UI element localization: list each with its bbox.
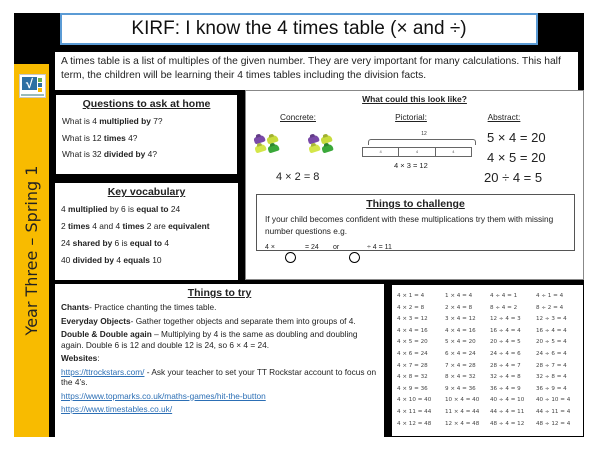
times-table-fact: 24 ÷ 4 = 6 — [490, 350, 521, 357]
abstract-label: Abstract: — [487, 112, 521, 122]
times-table-fact: 4 ÷ 4 = 1 — [490, 293, 518, 299]
challenge-panel — [256, 194, 575, 251]
abstract-equation: 4 × 5 = 20 — [487, 150, 546, 165]
times-table-fact: 4 × 2 = 8 — [397, 304, 425, 311]
try-chants: Chants- Practice chanting the times table. — [61, 302, 217, 312]
example-b: ÷ 4 = 11 — [367, 244, 392, 251]
times-table-fact: 16 ÷ 4 = 4 — [536, 327, 567, 334]
things-to-try-panel — [55, 284, 384, 437]
times-table-fact: 4 × 1 = 4 — [397, 293, 425, 299]
times-table-panel — [391, 284, 584, 437]
car-icon — [321, 143, 334, 153]
blank-circle-icon — [349, 252, 360, 263]
bar-model-total: 12 — [421, 131, 427, 137]
times-table-fact: 32 ÷ 8 = 4 — [536, 374, 567, 381]
try-double: Double & Double again – Multiplying by 4 is the same as doubling and doubling again. Double 6 is 12 and double 12 is 24, so 6 × 4 = 24. — [61, 329, 358, 350]
representations-panel — [245, 90, 584, 280]
example-a-end: = 24 — [305, 244, 319, 251]
bar-part: 4 — [399, 148, 435, 156]
timestables-link[interactable]: https://www.timestables.co.uk/ — [61, 404, 173, 414]
times-table-fact: 11 × 4 = 44 — [445, 408, 480, 415]
times-table-fact: 20 ÷ 5 = 4 — [536, 339, 567, 346]
challenge-text: If your child becomes confident with these multiplications try them with missing number questions e.g. — [265, 214, 554, 236]
topmarks-link[interactable]: https://www.topmarks.co.uk/maths-games/hit-the-button — [61, 390, 266, 401]
vocabulary-panel — [55, 183, 238, 280]
challenge-heading: Things to challenge — [366, 198, 465, 210]
times-table-grid — [397, 291, 580, 430]
car-icon — [254, 143, 267, 153]
try-heading: Things to try — [187, 287, 252, 299]
website-item — [61, 391, 378, 402]
vocab-item: 40 divided by 4 equals 10 — [61, 255, 162, 265]
page-title: KIRF: I know the 4 times table (× and ÷) — [60, 13, 538, 45]
times-table-fact: 4 × 5 = 20 — [397, 339, 428, 346]
times-table-fact: 40 ÷ 10 = 4 — [536, 397, 571, 404]
times-table-fact: 20 ÷ 4 = 5 — [490, 339, 521, 346]
times-table-fact: 4 × 6 = 24 — [397, 350, 428, 357]
times-table-fact: 4 × 8 = 32 — [397, 374, 428, 381]
times-table-fact: 1 × 4 = 4 — [445, 293, 473, 299]
representations-heading: What could this look like? — [362, 94, 467, 104]
times-table-fact: 24 ÷ 6 = 4 — [536, 350, 567, 357]
times-table-fact: 40 ÷ 4 = 10 — [490, 397, 525, 404]
bar-part: 4 — [363, 148, 399, 156]
times-table-fact: 36 ÷ 4 = 9 — [490, 385, 521, 392]
times-table-fact: 8 ÷ 2 = 4 — [536, 304, 564, 311]
times-table-fact: 6 × 4 = 24 — [445, 350, 476, 357]
times-table-fact: 3 × 4 = 12 — [445, 316, 476, 323]
times-table-fact: 8 ÷ 4 = 2 — [490, 304, 518, 311]
times-table-fact: 4 ÷ 1 = 4 — [536, 293, 564, 299]
times-table-fact: 2 × 4 = 8 — [445, 304, 473, 311]
times-table-fact: 7 × 4 = 28 — [445, 362, 476, 369]
times-table-fact: 4 × 3 = 12 — [397, 316, 428, 323]
times-table-fact: 4 × 9 = 36 — [397, 385, 428, 392]
intro-text: A times table is a list of multiples of the given number. They are very important for many calculations. This half term, the children will be learning their 4 times tables including the division facts. — [55, 52, 578, 90]
question-item: What is 12 times 4? — [62, 132, 138, 143]
pictorial-label: Pictorial: — [395, 112, 427, 122]
times-table-fact: 16 ÷ 4 = 4 — [490, 327, 521, 334]
times-table-fact: 28 ÷ 4 = 7 — [490, 362, 521, 369]
or-label: or — [333, 244, 340, 251]
website-item — [61, 404, 378, 415]
times-table-fact: 32 ÷ 4 = 8 — [490, 374, 521, 381]
vocabulary-heading: Key vocabulary — [107, 186, 186, 198]
questions-heading: Questions to ask at home — [82, 98, 211, 110]
times-table-fact: 5 × 4 = 20 — [445, 339, 476, 346]
times-table-fact: 4 × 12 = 48 — [397, 420, 432, 427]
times-table-fact: 4 × 10 = 40 — [397, 397, 432, 404]
times-table-fact: 4 × 7 = 28 — [397, 362, 428, 369]
questions-panel — [55, 94, 238, 175]
concrete-label: Concrete: — [280, 112, 316, 122]
times-table-fact: 48 ÷ 12 = 4 — [536, 420, 571, 427]
times-table-fact: 12 × 4 = 48 — [445, 420, 480, 427]
term-label: Year Three – Spring 1 — [22, 165, 41, 336]
car-icon — [267, 143, 280, 153]
abstract-equation: 20 ÷ 4 = 5 — [484, 170, 543, 185]
bar-part: 4 — [452, 149, 455, 154]
vocab-item: 2 times 4 and 4 times 2 are equivalent — [61, 221, 210, 231]
times-table-fact: 4 × 4 = 16 — [397, 327, 428, 334]
websites-label: Websites: — [61, 353, 100, 363]
question-item: What is 4 multiplied by 7? — [62, 116, 163, 126]
times-table-fact: 12 ÷ 3 = 4 — [536, 316, 567, 323]
concrete-equation: 4 × 2 = 8 — [276, 171, 320, 183]
times-table-fact: 48 ÷ 4 = 12 — [490, 420, 525, 427]
pictorial-equation: 4 × 3 = 12 — [394, 161, 428, 170]
bar-model — [362, 147, 472, 157]
abstract-equation: 5 × 4 = 20 — [487, 130, 546, 145]
vocab-item: 4 multiplied by 6 is equal to 24 — [61, 204, 181, 214]
ttrockstars-link[interactable]: https://ttrockstars.com/ — [61, 366, 145, 377]
times-table-fact: 8 × 4 = 32 — [445, 374, 476, 381]
times-table-fact: 44 ÷ 4 = 11 — [490, 408, 525, 415]
times-table-fact: 36 ÷ 9 = 4 — [536, 385, 567, 392]
example-a-start: 4 × — [265, 244, 275, 251]
times-table-fact: 44 ÷ 11 = 4 — [536, 408, 571, 415]
bar-model-brace — [368, 139, 476, 145]
times-table-fact: 10 × 4 = 40 — [445, 397, 480, 404]
times-table-fact: 9 × 4 = 36 — [445, 385, 476, 392]
website-item: https://ttrockstars.com/ - Ask your teacher to set your TT Rockstar account to focus on the 4’s. — [61, 366, 377, 387]
times-table-fact: 12 ÷ 4 = 3 — [490, 316, 521, 323]
times-table-fact: 4 × 4 = 16 — [445, 327, 476, 334]
times-table-fact: 28 ÷ 7 = 4 — [536, 362, 567, 369]
blank-circle-icon — [285, 252, 296, 263]
car-icon — [308, 143, 321, 153]
vocab-item: 24 shared by 6 is equal to 4 — [61, 238, 170, 248]
try-objects: Everyday Objects- Gather together objects and separate them into groups of 4. — [61, 315, 356, 326]
challenge-examples — [265, 242, 566, 254]
checkmark-logo-icon: √ — [22, 77, 37, 90]
times-table-fact: 4 × 11 = 44 — [397, 408, 432, 415]
question-item: What is 32 divided by 4? — [62, 149, 157, 159]
